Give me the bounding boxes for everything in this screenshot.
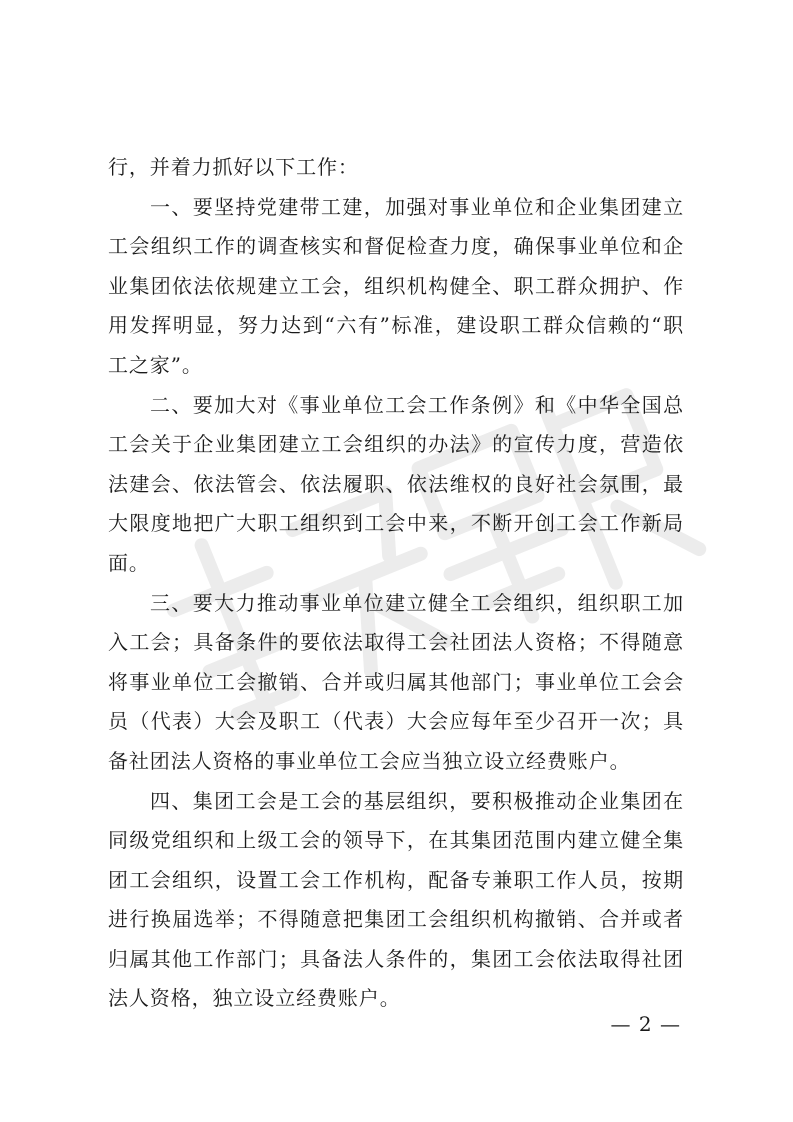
- paragraph-item-4: 四、集团工会是工会的基层组织，要积极推动企业集团在同级党组织和上级工会的领导下，在其集团范围内建立健全集团工会组织，设置工会工作机构，配备专兼职工作人员，按期进行换届选举；不得随意把集团工会组织机构撤销、合并或者归属其他工作部门；具备法人条件的，集团工会依法取得社团法人资格，独立设立经费账户。: [108, 788, 684, 1011]
- paragraph-0: 行，并着力抓好以下工作：: [108, 155, 359, 179]
- paragraph-item-3: 三、要大力推动事业单位建立健全工会组织，组织职工加入工会；具备条件的要依法取得工会社团法人资格；不得随意将事业单位工会撤销、合并或归属其他部门；事业单位工会会员（代表）大会及职工（代表）大会应每年至少召开一次；具备社团法人资格的事业单位工会应当独立设立经费账户。: [108, 590, 684, 773]
- paragraph-item-1: 一、要坚持党建带工建，加强对事业单位和企业集团建立工会组织工作的调查核实和督促检查力度，确保事业单位和企业集团依法依规建立工会，组织机构健全、职工群众拥护、作用发挥明显，努力达到“六有”标准，建设职工群众信赖的“职工之家”。: [108, 194, 684, 377]
- paragraph-item-2: 二、要加大对《事业单位工会工作条例》和《中华全国总工会关于企业集团建立工会组织的办法》的宣传力度，营造依法建会、依法管会、依法履职、依法维权的良好社会氛围，最大限度地把广大职工组织到工会中来，不断开创工会工作新局面。: [108, 392, 684, 575]
- page-number: — 2 —: [610, 1012, 681, 1036]
- document-body: [108, 148, 684, 1019]
